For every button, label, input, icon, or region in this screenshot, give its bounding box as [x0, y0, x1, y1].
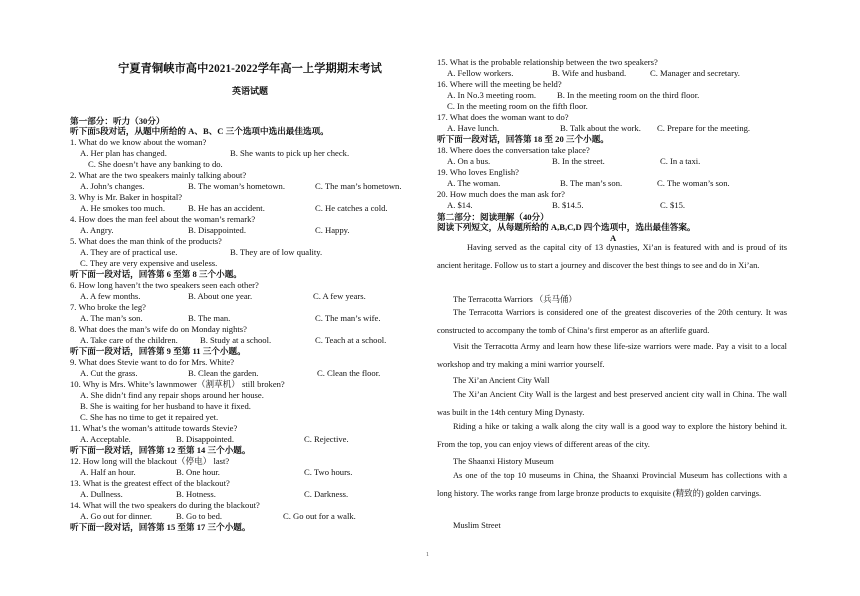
q8-option-a: A. Take care of the children.	[80, 335, 178, 345]
q14-option-a: A. Go out for dinner.	[80, 511, 153, 521]
question-7: 7. Who broke the leg?	[70, 302, 146, 312]
q15-option-c: C. Manager and secretary.	[650, 68, 740, 78]
question-15: 15. What is the probable relationship between the two speakers?	[437, 57, 658, 67]
q20-option-b: B. $14.5.	[552, 200, 584, 210]
passage-paragraph-3: Visit the Terracotta Army and learn how these life-size warriors were made. Pay a visit to a local workshop and try making a mini warrior yourself.	[437, 342, 787, 369]
q1-option-a: A. Her plan has changed.	[80, 148, 167, 158]
q12-option-b: B. One hour.	[176, 467, 220, 477]
q4-option-a: A. Angry.	[80, 225, 114, 235]
question-11: 11. What’s the woman’s attitude towards Stevie?	[70, 423, 238, 433]
q3-option-a: A. He smokes too much.	[80, 203, 165, 213]
q15-option-a: A. Fellow workers.	[447, 68, 514, 78]
q2-option-a: A. John’s changes.	[80, 181, 145, 191]
q11-option-b: B. Disappointed.	[176, 434, 235, 444]
q9-option-c: C. Clean the floor.	[317, 368, 381, 378]
question-9: 9. What does Stevie want to do for Mrs. White?	[70, 357, 235, 367]
exam-title: 宁夏青铜峡市高中2021-2022学年高一上学期期末考试	[118, 63, 382, 75]
q16-option-c: C. In the meeting room on the fifth floor.	[447, 101, 588, 111]
q18-option-c: C. In a taxi.	[660, 156, 701, 166]
passage-heading-museum: The Shaanxi History Museum	[453, 457, 554, 466]
question-17: 17. What does the woman want to do?	[437, 112, 569, 122]
passage-paragraph-1: Having served as the capital city of 13 dynasties, Xi’an is featured with and is proud of its ancient heritage. Follow us to start a journey and discover the best things to see and do in Xi’an.	[437, 243, 787, 270]
question-13: 13. What is the greatest effect of the blackout?	[70, 478, 230, 488]
part1-instruction: 听下面5段对话，从题中所给的 A、B、C 三个选项中选出最佳选项。	[70, 126, 329, 136]
q2-option-c: C. The man’s hometown.	[315, 181, 402, 191]
listen-instruction-12-14: 听下面一段对话，回答第 12 至第 14 三个小题。	[70, 445, 251, 455]
exam-subtitle: 英语试题	[231, 86, 268, 96]
q15-option-b: B. Wife and husband.	[552, 68, 627, 78]
passage-paragraph-6: As one of the top 10 museums in China, the Shaanxi Provincial Museum has collections with a long history. The works range from large bronze products to exquisite (精致的) golden carvings.	[437, 471, 787, 498]
q19-option-a: A. The woman.	[447, 178, 501, 188]
q11-option-a: A. Acceptable.	[80, 434, 131, 444]
listen-instruction-6-8: 听下面一段对话，回答第 6 至第 8 三个小题。	[70, 269, 242, 279]
q16-option-b: B. In the meeting room on the third floor.	[557, 90, 700, 100]
question-2: 2. What are the two speakers mainly talking about?	[70, 170, 247, 180]
q5-option-a: A. They are of practical use.	[80, 247, 178, 257]
q18-option-a: A. On a bus.	[447, 156, 491, 166]
q20-option-a: A. $14.	[447, 200, 473, 210]
q19-option-b: B. The man’s son.	[560, 178, 623, 188]
listen-instruction-18-20: 听下面一段对话，回答第 18 至 20 三个小题。	[437, 134, 609, 144]
question-1: 1. What do we know about the woman?	[70, 137, 207, 147]
question-18: 18. Where does the conversation take place?	[437, 145, 590, 155]
q16-option-a: A. In No.3 meeting room.	[447, 90, 537, 100]
q8-option-b: B. Study at a school.	[200, 335, 272, 345]
q6-option-b: B. About one year.	[188, 291, 253, 301]
question-6: 6. How long haven’t the two speakers seen each other?	[70, 280, 259, 290]
q10-option-b: B. She is waiting for her husband to have it fixed.	[80, 401, 251, 411]
q3-option-b: B. He has an accident.	[188, 203, 265, 213]
question-8: 8. What does the man’s wife do on Monday nights?	[70, 324, 247, 334]
question-10: 10. Why is Mrs. White’s lawnmower（割草机） still broken?	[70, 379, 285, 389]
q17-option-a: A. Have lunch.	[447, 123, 500, 133]
q2-option-b: B. The woman’s hometown.	[188, 181, 285, 191]
q11-option-c: C. Rejective.	[304, 434, 349, 444]
question-14: 14. What will the two speakers do during the blackout?	[70, 500, 260, 510]
q8-option-c: C. Teach at a school.	[315, 335, 387, 345]
q14-option-c: C. Go out for a walk.	[283, 511, 356, 521]
passage-paragraph-4: The Xi’an Ancient City Wall is the largest and best preserved ancient city wall in China. The wall was built in the 14th century Ming Dynasty.	[437, 390, 787, 417]
q20-option-c: C. $15.	[660, 200, 686, 210]
q1-option-b: B. She wants to pick up her check.	[230, 148, 350, 158]
q5-option-b: B. They are of low quality.	[230, 247, 323, 257]
q12-option-c: C. Two hours.	[304, 467, 353, 477]
passage-paragraph-2: The Terracotta Warriors is considered one of the greatest discoveries of the 20th century. It was constructed to accompany the tomb of China’s first emperor as an afterlife guard.	[437, 308, 787, 335]
question-20: 20. How much does the man ask for?	[437, 189, 565, 199]
page-number: 1	[426, 552, 429, 558]
question-16: 16. Where will the meeting be held?	[437, 79, 562, 89]
q7-option-a: A. The man’s son.	[80, 313, 143, 323]
part2-instruction: 阅读下列短文，从每题所给的 A,B,C,D 四个选项中，选出最佳答案。	[437, 222, 696, 232]
passage-label: A	[610, 233, 617, 243]
q9-option-a: A. Cut the grass.	[80, 368, 138, 378]
passage-heading-terracotta: The Terracotta Warriors （兵马俑）	[453, 295, 577, 304]
passage-paragraph-5: Riding a hike or taking a walk along the city wall is a good way to explore the history behind it. From the top, you can enjoy views of different areas of the city.	[437, 422, 787, 449]
q10-option-a: A. She didn’t find any repair shops around her house.	[80, 390, 264, 400]
listen-instruction-9-11: 听下面一段对话，回答第 9 至第 11 三个小题。	[70, 346, 246, 356]
q12-option-a: A. Half an hour.	[80, 467, 136, 477]
q13-option-c: C. Darkness.	[304, 489, 349, 499]
part2-heading: 第二部分：阅读理解（40分）	[437, 212, 549, 222]
passage-heading-muslim-street: Muslim Street	[453, 521, 501, 530]
q3-option-c: C. He catches a cold.	[315, 203, 388, 213]
q17-option-c: C. Prepare for the meeting.	[657, 123, 751, 133]
passage-heading-city-wall: The Xi’an Ancient City Wall	[453, 376, 550, 385]
q4-option-c: C. Happy.	[315, 225, 350, 235]
q14-option-b: B. Go to bed.	[176, 511, 223, 521]
q13-option-b: B. Hotness.	[176, 489, 216, 499]
q6-option-c: C. A few years.	[313, 291, 366, 301]
q13-option-a: A. Dullness.	[80, 489, 123, 499]
q1-option-c: C. She doesn’t have any banking to do.	[88, 159, 223, 169]
question-4: 4. How does the man feel about the woman’s remark?	[70, 214, 256, 224]
q17-option-b: B. Talk about the work.	[560, 123, 641, 133]
question-3: 3. Why is Mr. Baker in hospital?	[70, 192, 183, 202]
q7-option-b: B. The man.	[188, 313, 231, 323]
q6-option-a: A. A few months.	[80, 291, 141, 301]
part1-heading: 第一部分：听力（30分）	[70, 116, 165, 126]
question-19: 19. Who loves English?	[437, 167, 519, 177]
listen-instruction-15-17: 听下面一段对话，回答第 15 至第 17 三个小题。	[70, 522, 251, 532]
q7-option-c: C. The man’s wife.	[315, 313, 381, 323]
question-12: 12. How long will the blackout（停电） last?	[70, 456, 230, 466]
q5-option-c: C. They are very expensive and useless.	[80, 258, 218, 268]
q19-option-c: C. The woman’s son.	[657, 178, 730, 188]
q4-option-b: B. Disappointed.	[188, 225, 247, 235]
q18-option-b: B. In the street.	[552, 156, 605, 166]
q9-option-b: B. Clean the garden.	[188, 368, 259, 378]
question-5: 5. What does the man think of the products?	[70, 236, 222, 246]
q10-option-c: C. She has no time to get it repaired yet.	[80, 412, 219, 422]
